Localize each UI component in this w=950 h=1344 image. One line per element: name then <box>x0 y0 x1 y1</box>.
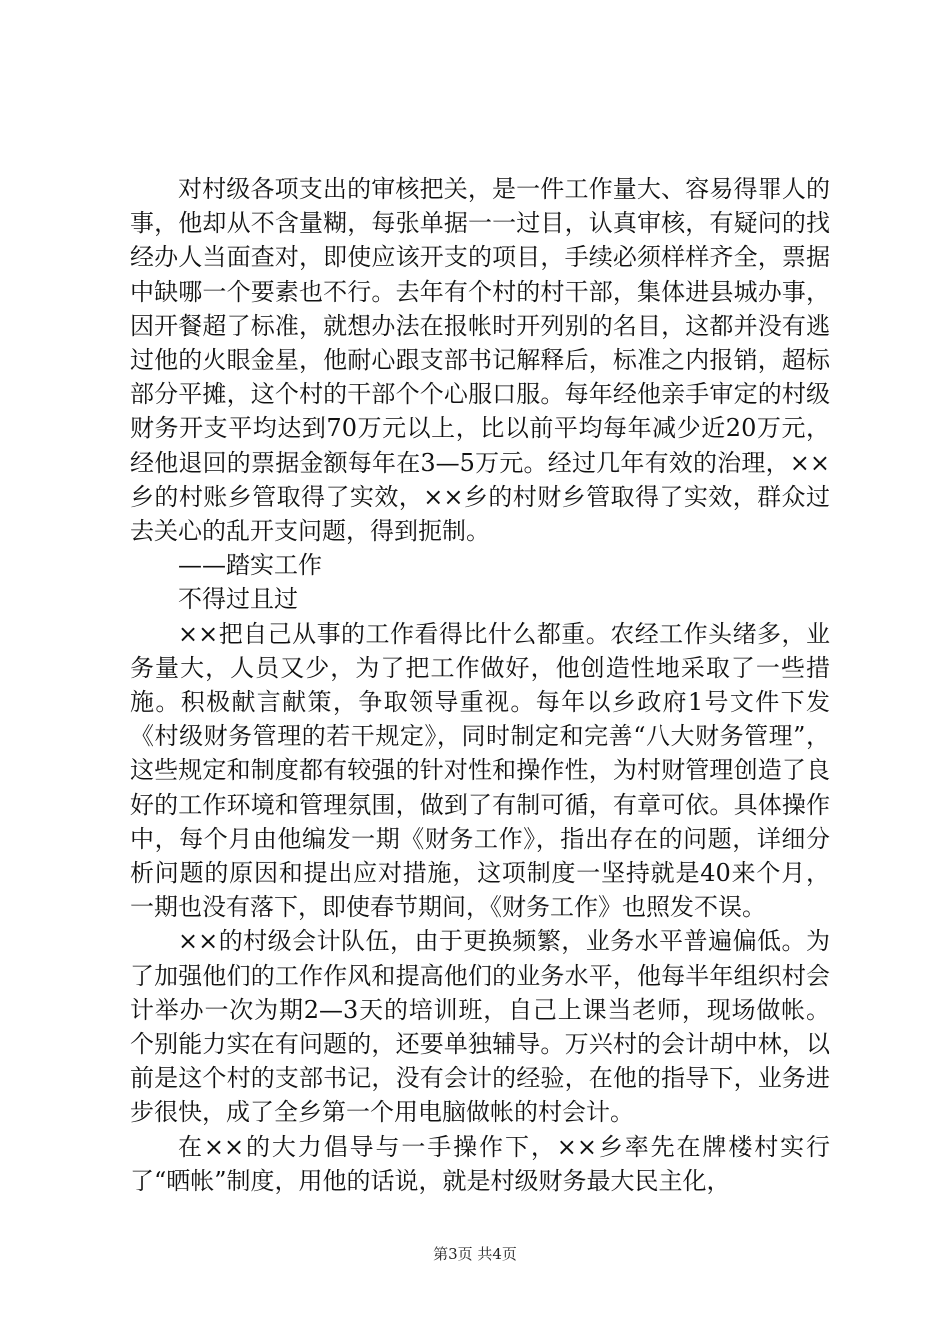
section-heading-line-1: ——踏实工作 <box>178 551 322 580</box>
page-number-footer: 第3页 共4页 <box>433 1245 517 1263</box>
paragraph-accountant-training: ××的村级会计队伍，由于更换频繁，业务水平普遍偏低。为了加强他们的工作作风和提高他们的业务水平，他每半年组织村会计举办一次为期2—3天的培训班，自己上课当老师，现场做帐。个别能力实在有问题的，还要单独辅导。万兴村的会计胡中林，以前是这个村的支部书记，没有会计的经验，在他的指导下，业务进步很快，成了全乡第一个用电脑做帐的村会计。 <box>130 927 830 1127</box>
paragraph-work-measures: ××把自己从事的工作看得比什么都重。农经工作头绪多，业务量大，人员又少，为了把工作做好，他创造性地采取了一些措施。积极献言献策，争取领导重视。每年以乡政府1号文件下发《村级财务管理的若干规定》，同时制定和完善“八大财务管理”，这些规定和制度都有较强的针对性和操作性，为村财管理创造了良好的工作环境和管理氛围，做到了有制可循，有章可依。具体操作中，每个月由他编发一期《财务工作》，指出存在的问题，详细分析问题的原因和提出应对措施，这项制度一坚持就是40来个月，一期也没有落下，即使春节期间，《财务工作》也照发不误。 <box>130 619 830 922</box>
paragraph-expense-audit: 对村级各项支出的审核把关，是一件工作量大、容易得罪人的事，他却从不含量糊，每张单据一一过目，认真审核，有疑问的找经办人当面查对，即使应该开支的项目，手续必须样样齐全，票据中缺哪一个要素也不行。去年有个村的村干部，集体进县城办事，因开餐超了标准，就想办法在报帐时开列别的名目，这都并没有逃过他的火眼金星，他耐心跟支部书记解释后，标准之内报销，超标部分平摊，这个村的干部个个心服口服。每年经他亲手审定的村级财务开支平均达到70万元以上，比以前平均每年减少近20万元，经他退回的票据金额每年在3—5万元。经过几年有效的治理，××乡的村账乡管取得了实效，××乡的村财乡管取得了实效，群众过去关心的乱开支问题，得到扼制。 <box>130 175 830 546</box>
paragraph-account-disclosure: 在××的大力倡导与一手操作下，××乡率先在牌楼村实行了“晒帐”制度，用他的话说，就是村级财务最大民主化， <box>130 1132 830 1195</box>
section-heading-line-2: 不得过且过 <box>178 585 298 614</box>
document-body <box>130 172 830 1198</box>
